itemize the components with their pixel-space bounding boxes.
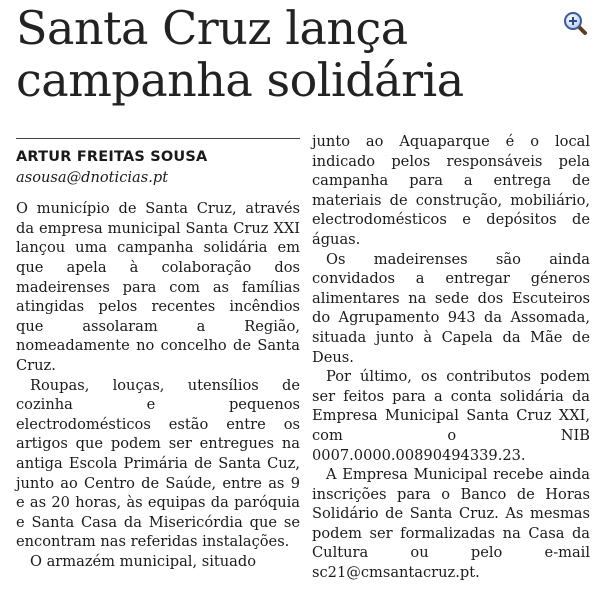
headline <box>16 2 576 106</box>
author-email: asousa@dnoticias.pt <box>16 168 169 186</box>
zoom-in-icon[interactable] <box>562 10 588 36</box>
paragraph-3-start: O armazém municipal, situado <box>30 552 257 570</box>
article-column-right <box>312 132 590 583</box>
paragraph-1: O município de Santa Cruz, através da empresa municipal Santa Cruz XXI lançou uma campanha solidária em que apela à colaboração dos madeirenses para com as famílias atingidas pelos recentes incêndios que assolaram a Região, nomeadamente no concelho de Santa Cruz. <box>16 200 300 374</box>
paragraph-4: Os madeirenses são ainda convidados a entregar géneros alimentares na sede dos Escuteiros do Agrupamento 943 da Assomada, situada junto à Capela da Mãe de Deus. <box>312 250 590 366</box>
paragraph-2: Roupas, louças, utensílios de cozinha e pequenos electrodomésticos estão entre os artigos que podem ser entregues na antiga Escola Primária de Santa Cuz, junto ao Centro de Saúde, entre as 9 e as 20 horas, às equipas da paróquia e Santa Casa da Misericórdia que se encontram nas referidas instalações. <box>16 376 300 551</box>
author-name: ARTUR FREITAS SOUSA <box>16 149 208 165</box>
paragraph-3-end: junto ao Aquaparque é o local indicado pelos responsáveis pela campanha para a entrega de materiais de construção, mobiliário, electrodomésticos e depósitos de águas. <box>312 133 590 248</box>
paragraph-6: A Empresa Municipal recebe ainda inscrições para o Banco de Horas Solidário de Santa Cruz. As mesmas podem ser formalizadas na Casa da Cultura ou pelo e-mail sc21@cmsantacruz.pt. <box>312 466 590 582</box>
paragraph-5: Por último, os contributos podem ser feitos para a conta solidária da Empresa Municipal Santa Cruz XXI, com o NIB 0007.0000.00890494339.23. <box>312 368 590 464</box>
headline-line-1: Santa Cruz lança <box>16 1 408 55</box>
article-column-left <box>16 148 300 571</box>
headline-line-2: campanha solidária <box>16 53 464 107</box>
byline-rule <box>16 138 300 139</box>
